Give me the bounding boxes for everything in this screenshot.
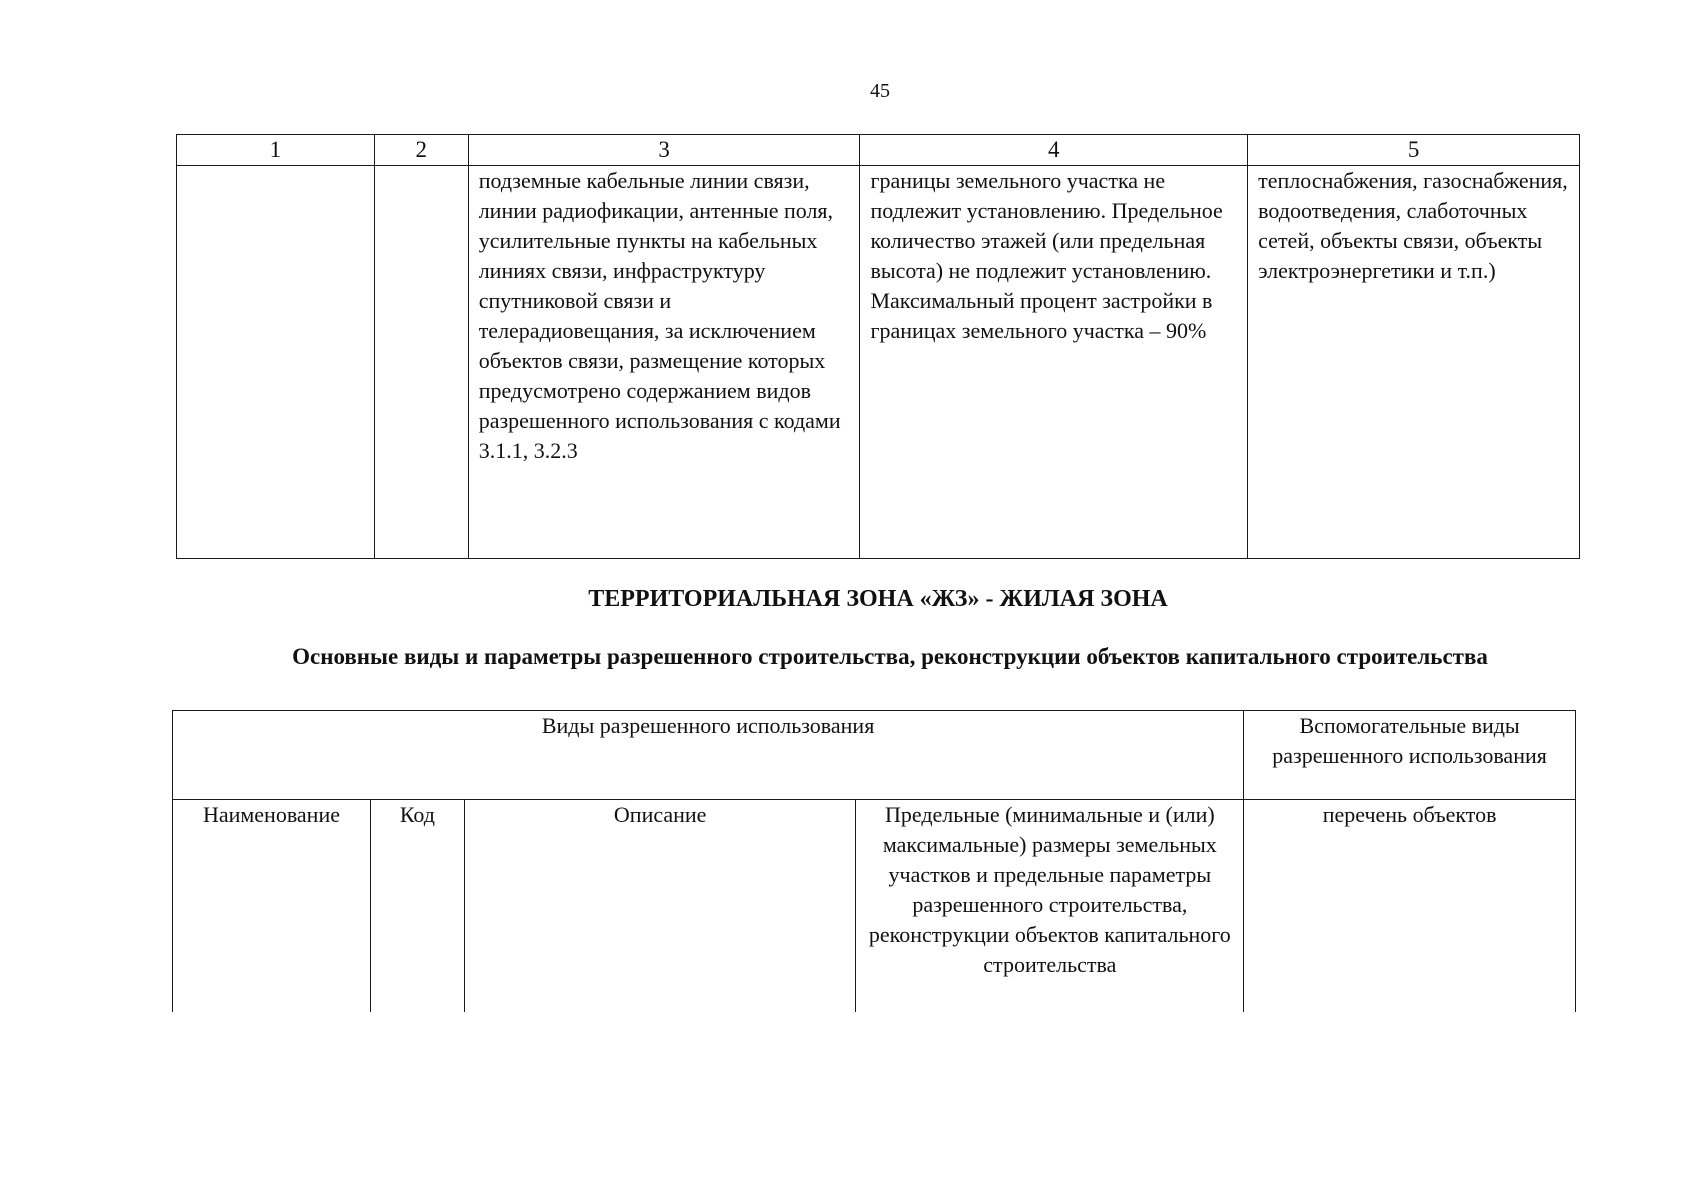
section-title: Основные виды и параметры разрешенного строительства, реконструкции объектов капитального строительства (292, 644, 1488, 669)
group-header-permitted-uses: Виды разрешенного использования (173, 711, 1244, 800)
cell-parameters: границы земельного участка не подлежит установлению. Предельное количество этажей (или предельная высота) не подлежит установлению. Максимальный процент застройки в границах земельного участка – 90% (860, 166, 1248, 559)
cell-code (374, 166, 468, 559)
column-number-2: 2 (374, 135, 468, 166)
column-header-code: Код (370, 800, 464, 1013)
column-header-objects: перечень объектов (1244, 800, 1576, 1013)
cell-name (177, 166, 375, 559)
column-number-5: 5 (1248, 135, 1580, 166)
column-header-row (173, 800, 1576, 1013)
group-header-row (173, 711, 1576, 800)
zone-title: ТЕРРИТОРИАЛЬНАЯ ЗОНА «ЖЗ» - ЖИЛАЯ ЗОНА (588, 586, 1168, 612)
column-header-name: Наименование (173, 800, 371, 1013)
column-header-parameters: Предельные (минимальные и (или) максимальные) размеры земельных участков и предельные параметры разрешенного строительства, реконструкции объектов капитального строительства (856, 800, 1244, 1013)
column-number-1: 1 (177, 135, 375, 166)
column-header-description: Описание (464, 800, 856, 1013)
zone-table (172, 710, 1576, 1012)
column-number-4: 4 (860, 135, 1248, 166)
group-header-auxiliary-uses: Вспомогательные виды разрешенного использования (1244, 711, 1576, 800)
column-number-3: 3 (468, 135, 860, 166)
cell-description: подземные кабельные линии связи, линии радиофикации, антенные поля, усилительные пункты на кабельных линиях связи, инфраструктуру спутниковой связи и телерадиовещания, за исключением объектов связи, размещение которых предусмотрено содержанием видов разрешенного использования с кодами 3.1.1, 3.2.3 (468, 166, 860, 559)
continued-table (176, 134, 1580, 559)
page-number: 45 (870, 80, 890, 102)
table-row (177, 166, 1580, 559)
column-number-row (177, 135, 1580, 166)
cell-auxiliary: теплоснабжения, газоснабжения, водоотведения, слаботочных сетей, объекты связи, объекты электроэнергетики и т.п.) (1248, 166, 1580, 559)
